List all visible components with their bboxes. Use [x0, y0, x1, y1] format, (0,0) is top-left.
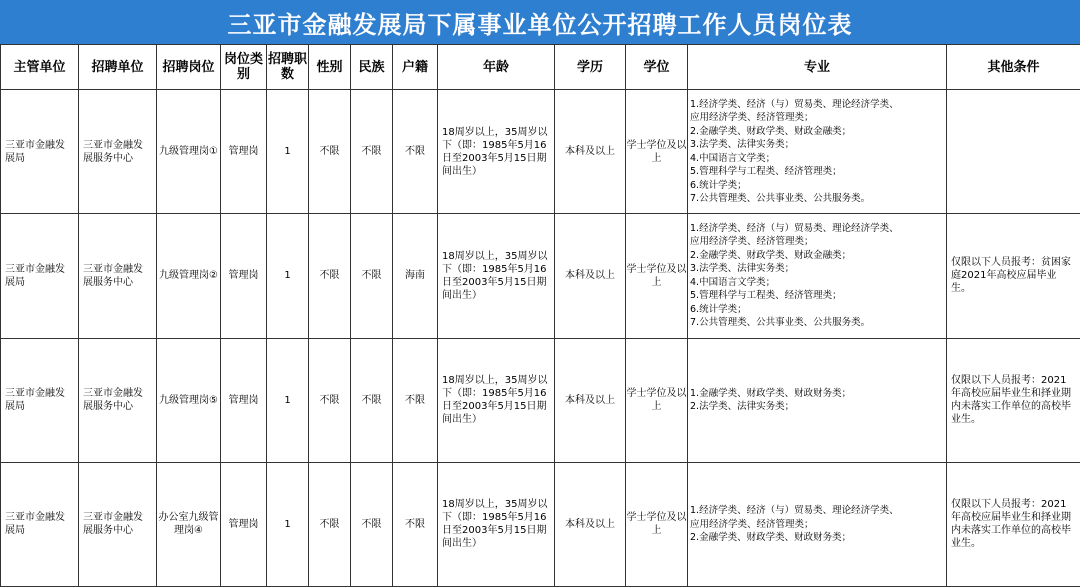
major-line: 应用经济学类、经济管理类； [690, 518, 814, 530]
column-header: 主管单位 [1, 45, 79, 90]
gender-cell: 不限 [309, 214, 351, 338]
other-cell [947, 90, 1080, 214]
major-line: 2.金融学类、财政学类、财政金融类； [690, 249, 852, 261]
gender-cell: 不限 [309, 462, 351, 586]
degree-cell: 学士学位及以上 [626, 214, 688, 338]
column-header: 岗位类别 [221, 45, 267, 90]
major-line: 1.经济学类、经济（与）贸易类、理论经济学类、 [690, 505, 899, 517]
major-line: 应用经济学类、经济管理类； [690, 236, 814, 248]
major-line: 应用经济学类、经济管理类； [690, 112, 814, 124]
column-header: 招聘职数 [267, 45, 309, 90]
column-header: 学历 [555, 45, 626, 90]
other-cell: 仅限以下人员报考：贫困家庭2021年高校应届毕业生。 [947, 214, 1080, 338]
position-cell: 办公室九级管理岗④ [157, 462, 221, 586]
major-line: 2.法学类、法律实务类； [690, 401, 795, 413]
age-cell: 18周岁以上，35周岁以下（即：1985年5月16日至2003年5月15日期间出生） [438, 90, 555, 214]
category-cell: 管理岗 [221, 338, 267, 462]
major-line: 6.统计学类； [690, 179, 747, 191]
hukou-cell: 不限 [393, 338, 438, 462]
majors-cell [688, 338, 947, 462]
major-line: 7.公共管理类、公共事业类、公共服务类。 [690, 317, 871, 329]
page-title: 三亚市金融发展局下属事业单位公开招聘工作人员岗位表 [0, 0, 1080, 44]
unit-cell: 三亚市金融发展服务中心 [79, 462, 157, 586]
major-line: 4.中国语言文学类； [690, 152, 776, 164]
column-header: 户籍 [393, 45, 438, 90]
category-cell: 管理岗 [221, 462, 267, 586]
majors-cell [688, 90, 947, 214]
column-header: 招聘岗位 [157, 45, 221, 90]
degree-cell: 学士学位及以上 [626, 338, 688, 462]
major-line: 7.公共管理类、公共事业类、公共服务类。 [690, 193, 871, 205]
education-cell: 本科及以上 [555, 462, 626, 586]
count-cell: 1 [267, 462, 309, 586]
position-cell: 九级管理岗② [157, 214, 221, 338]
column-header: 招聘单位 [79, 45, 157, 90]
dept-cell: 三亚市金融发展局 [1, 338, 79, 462]
degree-cell: 学士学位及以上 [626, 90, 688, 214]
gender-cell: 不限 [309, 338, 351, 462]
column-header: 民族 [351, 45, 393, 90]
majors-cell [688, 214, 947, 338]
major-line: 3.法学类、法律实务类； [690, 263, 795, 275]
count-cell: 1 [267, 90, 309, 214]
unit-cell: 三亚市金融发展服务中心 [79, 90, 157, 214]
age-cell: 18周岁以上，35周岁以下（即：1985年5月16日至2003年5月15日期间出生） [438, 462, 555, 586]
major-line: 1.金融学类、财政学类、财政财务类； [690, 387, 852, 399]
table-row [1, 214, 1080, 338]
category-cell: 管理岗 [221, 214, 267, 338]
table-row [1, 462, 1080, 586]
education-cell: 本科及以上 [555, 338, 626, 462]
table-row [1, 338, 1080, 462]
education-cell: 本科及以上 [555, 214, 626, 338]
major-line: 1.经济学类、经济（与）贸易类、理论经济学类、 [690, 98, 899, 110]
category-cell: 管理岗 [221, 90, 267, 214]
major-line: 2.金融学类、财政学类、财政财务类； [690, 532, 852, 544]
ethnicity-cell: 不限 [351, 214, 393, 338]
hukou-cell: 不限 [393, 462, 438, 586]
major-line: 5.管理科学与工程类、经济管理类； [690, 290, 842, 302]
age-cell: 18周岁以上，35周岁以下（即：1985年5月16日至2003年5月15日期间出生） [438, 214, 555, 338]
education-cell: 本科及以上 [555, 90, 626, 214]
major-line: 6.统计学类； [690, 303, 747, 315]
column-header: 年龄 [438, 45, 555, 90]
count-cell: 1 [267, 338, 309, 462]
degree-cell: 学士学位及以上 [626, 462, 688, 586]
ethnicity-cell: 不限 [351, 90, 393, 214]
ethnicity-cell: 不限 [351, 338, 393, 462]
unit-cell: 三亚市金融发展服务中心 [79, 338, 157, 462]
unit-cell: 三亚市金融发展服务中心 [79, 214, 157, 338]
dept-cell: 三亚市金融发展局 [1, 90, 79, 214]
column-header: 专业 [688, 45, 947, 90]
header-row [1, 45, 1080, 90]
major-line: 2.金融学类、财政学类、财政金融类； [690, 125, 852, 137]
column-header: 学位 [626, 45, 688, 90]
dept-cell: 三亚市金融发展局 [1, 462, 79, 586]
age-cell: 18周岁以上，35周岁以下（即：1985年5月16日至2003年5月15日期间出生） [438, 338, 555, 462]
ethnicity-cell: 不限 [351, 462, 393, 586]
hukou-cell: 不限 [393, 90, 438, 214]
count-cell: 1 [267, 214, 309, 338]
table-row [1, 90, 1080, 214]
other-cell: 仅限以下人员报考：2021年高校应届毕业生和择业期内未落实工作单位的高校毕业生。 [947, 462, 1080, 586]
position-cell: 九级管理岗① [157, 90, 221, 214]
gender-cell: 不限 [309, 90, 351, 214]
major-line: 5.管理科学与工程类、经济管理类； [690, 166, 842, 178]
column-header: 性别 [309, 45, 351, 90]
dept-cell: 三亚市金融发展局 [1, 214, 79, 338]
major-line: 3.法学类、法律实务类； [690, 139, 795, 151]
recruitment-table [0, 44, 1080, 587]
column-header: 其他条件 [947, 45, 1080, 90]
hukou-cell: 海南 [393, 214, 438, 338]
other-cell: 仅限以下人员报考：2021年高校应届毕业生和择业期内未落实工作单位的高校毕业生。 [947, 338, 1080, 462]
majors-cell [688, 462, 947, 586]
major-line: 4.中国语言文学类； [690, 276, 776, 288]
position-cell: 九级管理岗⑤ [157, 338, 221, 462]
major-line: 1.经济学类、经济（与）贸易类、理论经济学类、 [690, 222, 899, 234]
